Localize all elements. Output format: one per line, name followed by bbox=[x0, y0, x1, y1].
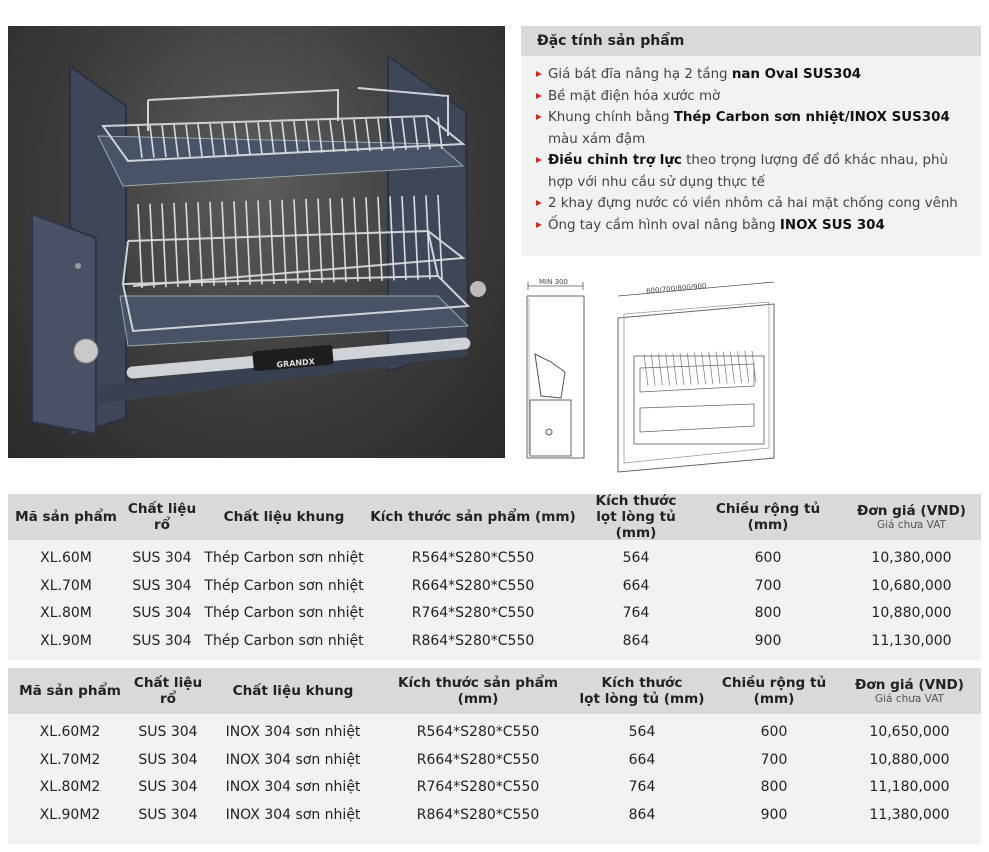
header-basket: Chất liệu rổ bbox=[127, 501, 197, 533]
header-size: Kích thước sản phẩm (mm) bbox=[397, 675, 559, 707]
wire-tine bbox=[162, 203, 166, 287]
wire-tine bbox=[150, 204, 154, 288]
wire-tine bbox=[651, 354, 655, 386]
header-price: Đơn giá (VND) Giá chưa VAT bbox=[856, 503, 967, 531]
wire-tine bbox=[673, 353, 677, 385]
table-row: XL.70M SUS 304 Thép Carbon sơn nhiệt R664*S280*C550 664 700 10,680,000 bbox=[40, 577, 952, 594]
features-list bbox=[521, 56, 981, 236]
wire-tine bbox=[687, 353, 691, 385]
side-dimension-label: MIN 300 bbox=[539, 278, 568, 286]
wire-tine bbox=[210, 202, 214, 286]
wire-tine bbox=[702, 352, 706, 384]
table-row: XL.80M2 SUS 304 INOX 304 sơn nhiệt R764*S280*C550 764 800 11,180,000 bbox=[39, 779, 950, 796]
header-size: Kích thước sản phẩm (mm) bbox=[370, 509, 576, 525]
wire-tine bbox=[658, 354, 662, 386]
wire-tine bbox=[282, 200, 286, 284]
wire-tine bbox=[258, 200, 262, 284]
table-row: XL.80M SUS 304 Thép Carbon sơn nhiệt R764*S280*C550 764 800 10,880,000 bbox=[40, 605, 952, 622]
header-inner: Kích thước lọt lòng tủ (mm) bbox=[579, 675, 705, 707]
wire-tine bbox=[342, 198, 346, 282]
feature-item: 2 khay đựng nước có viền nhôm cả hai mặt chống cong vênh bbox=[535, 193, 967, 215]
wire-tine bbox=[680, 353, 684, 385]
wire-tine bbox=[694, 352, 698, 384]
front-view-drawing bbox=[604, 268, 784, 478]
table-body bbox=[8, 540, 981, 655]
table-row: XL.70M2 SUS 304 INOX 304 sơn nhiệt R664*S280*C550 664 700 10,880,000 bbox=[39, 751, 950, 768]
header-width: Chiều rộng tủ (mm) bbox=[715, 501, 821, 533]
features-heading: Đặc tính sản phẩm bbox=[521, 26, 981, 56]
header-code: Mã sản phẩm bbox=[19, 683, 121, 699]
header-price: Đơn giá (VND) Giá chưa VAT bbox=[854, 677, 965, 705]
header-frame: Chất liệu khung bbox=[223, 509, 345, 525]
table-header bbox=[8, 668, 981, 714]
table-row: XL.60M2 SUS 304 INOX 304 sơn nhiệt R564*S280*C550 564 600 10,650,000 bbox=[39, 723, 950, 740]
feature-item: Bề mặt điện hóa xước mờ bbox=[535, 86, 967, 108]
wire-tine bbox=[234, 201, 238, 285]
header-code: Mã sản phẩm bbox=[15, 509, 117, 525]
table-header bbox=[8, 494, 981, 540]
wire-tine bbox=[246, 201, 250, 285]
header-inner: Kích thước lọt lòng tủ (mm) bbox=[595, 493, 677, 541]
header-frame: Chất liệu khung bbox=[232, 683, 354, 699]
wire-tine bbox=[270, 200, 274, 284]
table-body bbox=[8, 714, 981, 829]
brand-label: GRANDX bbox=[276, 357, 316, 370]
price-table-carbon bbox=[8, 494, 981, 660]
table-row: XL.90M SUS 304 Thép Carbon sơn nhiệt R864*S280*C550 864 900 11,130,000 bbox=[40, 632, 952, 649]
wire-tine bbox=[366, 197, 370, 281]
wire-tine bbox=[666, 353, 670, 385]
header-width: Chiều rộng tủ (mm) bbox=[721, 675, 827, 707]
price-table-inox bbox=[8, 668, 981, 844]
wire-tine bbox=[174, 203, 178, 287]
feature-item: Điều chỉnh trợ lực theo trọng lượng để đồ khác nhau, phù hợp với nhu cầu sử dụng thực tế bbox=[535, 150, 967, 193]
feature-item: Khung chính bằng Thép Carbon sơn nhiệt/INOX SUS304 màu xám đậm bbox=[535, 107, 967, 150]
table-row: XL.90M2 SUS 304 INOX 304 sơn nhiệt R864*S280*C550 864 900 11,380,000 bbox=[39, 806, 950, 823]
wire-tine bbox=[222, 201, 226, 285]
wire-tine bbox=[378, 197, 382, 281]
feature-item: Ống tay cầm hình oval nâng bằng INOX SUS 304 bbox=[535, 215, 967, 237]
features-panel bbox=[521, 26, 981, 256]
wire-tine bbox=[294, 199, 298, 283]
wire-tine bbox=[644, 354, 648, 386]
wire-tine bbox=[186, 203, 190, 287]
wire-tine bbox=[138, 204, 142, 288]
wire-tine bbox=[709, 352, 713, 384]
dish-rack-illustration bbox=[8, 26, 505, 458]
front-dimension-label: 600/700/800/900 bbox=[645, 282, 707, 296]
table-row: XL.60M SUS 304 Thép Carbon sơn nhiệt R564*S280*C550 564 600 10,380,000 bbox=[40, 549, 952, 566]
feature-item: Giá bát đĩa nâng hạ 2 tầng nan Oval SUS304 bbox=[535, 64, 967, 86]
wire-tine bbox=[354, 198, 358, 282]
wire-tine bbox=[198, 202, 202, 286]
wire-tine bbox=[716, 352, 720, 384]
header-basket: Chất liệu rổ bbox=[133, 675, 203, 707]
side-view-drawing bbox=[521, 276, 593, 462]
product-photo bbox=[8, 26, 505, 458]
